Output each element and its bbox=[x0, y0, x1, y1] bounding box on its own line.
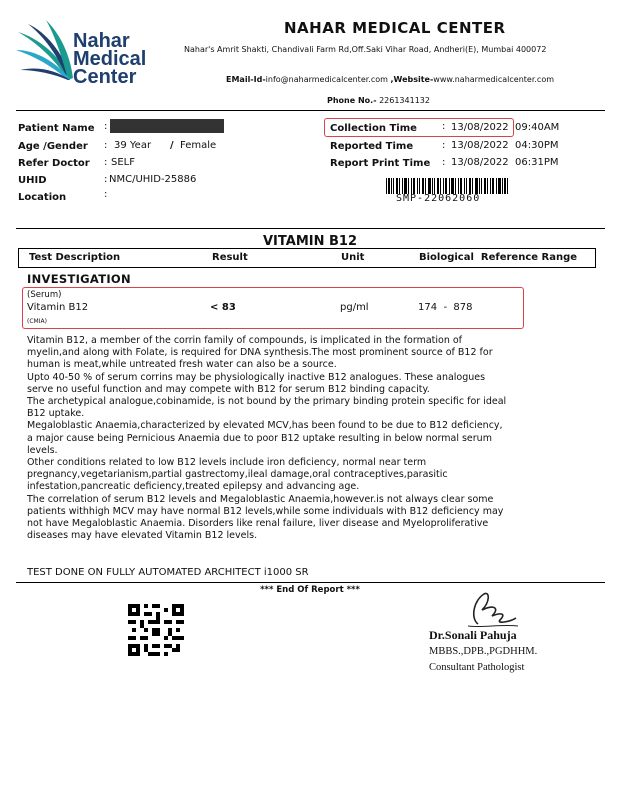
contact-line bbox=[226, 75, 554, 84]
desc-line: The correlation of serum B12 levels and Megaloblastic Anaemia,however.is not always clear some bbox=[27, 493, 494, 505]
age: 39 Year bbox=[114, 140, 152, 151]
end-of-report: *** End Of Report *** bbox=[260, 585, 360, 595]
website-label: ,Website- bbox=[390, 75, 434, 84]
patient-name-redacted bbox=[110, 119, 224, 133]
desc-line: Upto 40-50 % of serum corrins may be physiologically inactive B12 analogues. These analogues bbox=[27, 371, 486, 383]
colon: : bbox=[104, 189, 108, 200]
age-gender-label: Age /Gender bbox=[18, 141, 88, 152]
location-label: Location bbox=[18, 192, 67, 203]
email: info@naharmedicalcenter.com bbox=[265, 75, 388, 84]
colon: : bbox=[104, 174, 108, 185]
desc-line: myelin,and along with Folate, is required for DNA synthesis.The most prominent source of B12 for bbox=[27, 347, 493, 359]
test-title: VITAMIN B12 bbox=[263, 234, 357, 249]
section-investigation: INVESTIGATION bbox=[27, 272, 131, 286]
patient-name-label: Patient Name bbox=[18, 123, 95, 134]
description bbox=[27, 335, 607, 542]
colon: : bbox=[442, 121, 446, 132]
col-result: Result bbox=[212, 252, 248, 263]
gender: Female bbox=[180, 140, 217, 151]
email-label: EMail-Id- bbox=[226, 75, 266, 84]
refer-doctor-label: Refer Doctor bbox=[18, 158, 90, 169]
specimen: (Serum) bbox=[27, 290, 62, 300]
col-reference-range: Biological Reference Range bbox=[419, 252, 578, 263]
print-time: 13/08/2022 06:31PM bbox=[451, 157, 559, 168]
desc-line: human is meat,while untreated fresh water can also be a source. bbox=[27, 359, 337, 371]
desc-line: Vitamin B12, a member of the corrin family of compounds, is implicated in the formation of bbox=[27, 335, 463, 346]
doctor-qualification: MBBS.,DPB.,PGDHHM. bbox=[429, 646, 538, 657]
doctor-name: Dr.Sonali Pahuja bbox=[429, 628, 517, 642]
barcode-text: SMP-22062060 bbox=[396, 193, 481, 204]
desc-line: Other conditions related to low B12 levels include iron deficiency, normal near term bbox=[27, 457, 427, 469]
reported-time: 13/08/2022 04:30PM bbox=[451, 140, 559, 151]
test-name: Vitamin B12 bbox=[27, 302, 89, 313]
desc-line: B12 uptake. bbox=[27, 408, 85, 420]
qr-code bbox=[128, 604, 184, 656]
colon: : bbox=[104, 157, 108, 168]
test-range: 174 - 878 bbox=[418, 302, 473, 313]
logo-fan-icon bbox=[16, 20, 76, 84]
colon: : bbox=[104, 140, 108, 151]
gender-separator: / bbox=[170, 140, 174, 151]
print-time-label: Report Print Time bbox=[330, 158, 431, 169]
barcode bbox=[386, 178, 508, 194]
logo-line-3: Center bbox=[73, 66, 137, 88]
refer-doctor: SELF bbox=[111, 157, 135, 168]
patient-divider bbox=[16, 228, 605, 229]
col-test-description: Test Description bbox=[29, 252, 121, 263]
desc-line: diseases may have elevated Vitamin B12 levels. bbox=[27, 530, 258, 542]
phone: 2261341132 bbox=[379, 96, 430, 105]
desc-line: patients withhigh MCV may have normal B12 levels,while some individuals with B12 deficiency may bbox=[27, 505, 504, 517]
center-name: NAHAR MEDICAL CENTER bbox=[284, 19, 506, 37]
website: www.naharmedicalcenter.com bbox=[433, 75, 554, 84]
collection-time: 09:40AM bbox=[515, 122, 560, 133]
phone-line bbox=[327, 96, 430, 105]
collection-time-label: Collection Time bbox=[330, 123, 417, 134]
doctor-designation: Consultant Pathologist bbox=[429, 662, 525, 673]
test-result: < 83 bbox=[210, 302, 236, 313]
desc-line: a major cause being Pernicious Anaemia due to poor B12 uptake resulting in below normal serum bbox=[27, 432, 492, 444]
desc-line: serve no useful function and may compete with B12 for serum B12 binding capacity. bbox=[27, 383, 430, 395]
doctor-signature bbox=[460, 588, 522, 630]
logo bbox=[16, 20, 156, 88]
desc-line: levels. bbox=[27, 444, 58, 456]
desc-line: The archetypical analogue,cobinamide, is not bound by the primary binding protein specific for ideal bbox=[27, 396, 507, 408]
header-divider bbox=[16, 110, 605, 111]
uhid: NMC/UHID-25886 bbox=[109, 174, 197, 185]
desc-line: pregnancy,vegetarianism,partial gastrectomy,ileal damage,oral contraceptives,parasitic bbox=[27, 469, 448, 481]
reported-time-label: Reported Time bbox=[330, 141, 414, 152]
desc-line: infestation,pancreatic deficiency,treated epilepsy and advancing age. bbox=[27, 481, 360, 493]
colon: : bbox=[442, 157, 446, 168]
collection-date: 13/08/2022 bbox=[451, 122, 509, 133]
table-header bbox=[18, 248, 596, 268]
colon: : bbox=[104, 121, 108, 132]
logo-line-1: Nahar bbox=[73, 30, 130, 52]
desc-line: not have Megaloblastic Anaemia. Disorders like renal failure, liver disease and Myeloproliferative bbox=[27, 518, 489, 530]
uhid-label: UHID bbox=[18, 175, 47, 186]
footer-divider bbox=[16, 582, 605, 583]
test-method: (CMIA) bbox=[27, 318, 47, 325]
test-done-note: TEST DONE ON FULLY AUTOMATED ARCHITECT i1000 SR bbox=[27, 567, 309, 578]
desc-line: Megaloblastic Anaemia,characterized by elevated MCV,has been found to be due to B12 deficiency, bbox=[27, 420, 503, 432]
address: Nahar's Amrit Shakti, Chandivali Farm Rd,Off.Saki Vihar Road, Andheri(E), Mumbai 400072 bbox=[184, 45, 547, 54]
logo-line-2: Medical bbox=[73, 48, 147, 70]
colon: : bbox=[442, 140, 446, 151]
col-unit: Unit bbox=[341, 252, 365, 263]
test-unit: pg/ml bbox=[340, 302, 369, 313]
phone-label: Phone No.- bbox=[327, 96, 377, 105]
